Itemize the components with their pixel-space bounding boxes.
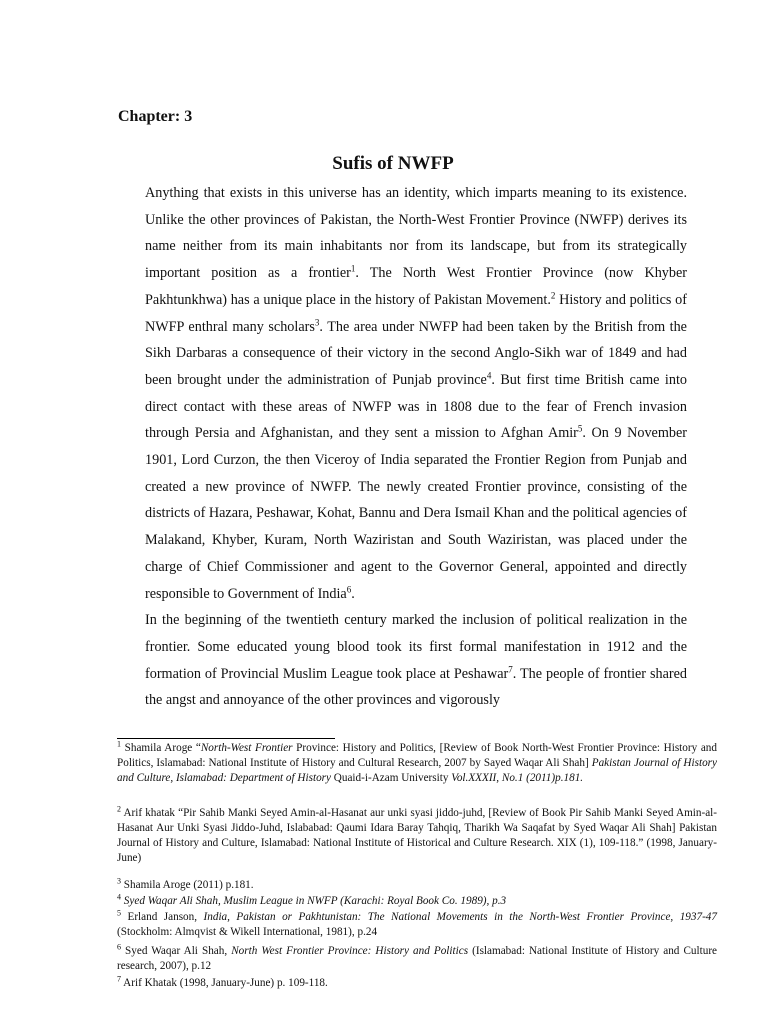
footnote-ref-3[interactable]: 3 — [314, 316, 320, 327]
footnote-ref-1[interactable]: 1 — [350, 263, 356, 274]
footnote-mark: 4 — [117, 892, 121, 902]
footnote-mark: 3 — [117, 876, 121, 886]
footnote-1: $^1$ Shamila Aroge “North-West Frontier Province: History and Politics, [Review of Book North-West Frontier Province: History and Politics, Islamabad: National Institute of History and Cultural Research, 2007 by Sayed Waqar Ali Shah] Pakistan Journal of History and Culture, Islamabad: Department of History Quaid-i-Azam University Vol.XXXII, No.1 (2011)p.181. — [117, 739, 717, 784]
paragraph-2: In the beginning of the twentieth century marked the inclusion of political realization in the frontier. Some educated young blood took its first formal manifestation in 1912 and the formation of Provincial Muslim League took place at Peshawar$^7$. The people of frontier shared the angst and annoyance of the other provinces and vigorously — [145, 612, 687, 709]
footnote-3: $^3$ Shamila Aroge (2011) p.181. — [117, 876, 254, 891]
footnote-2: $^2$ Arif khatak “Pir Sahib Manki Seyed Amin-al-Hasanat aur unki syasi jiddo-juhd, [Review of Book Pir Sahib Manki Seyed Amin-al-Hasanat Aur Unki Syasi Jiddo-Juhd, Islababad: Qaumi Idara Baray Tahqiq, Tharikh Wa Saqafat by Syed Waqar Ali Shah] Pakistan Journal of History and Culture, Islamabad: National Institute of Historical and Culture Research. XIX (1), 109-118.” (1998, January-June) — [117, 804, 717, 864]
footnote-ref-6[interactable]: 6 — [346, 583, 352, 594]
footnote-ref-2[interactable]: 2 — [550, 290, 556, 301]
footnote-mark: 1 — [117, 739, 121, 749]
footnote-ref-4[interactable]: 4 — [486, 370, 492, 381]
footnote-7: $^7$ Arif Khatak (1998, January-June) p. 109-118. — [117, 974, 328, 989]
paragraph-1: Anything that exists in this universe has an identity, which imparts meaning to its existence. Unlike the other provinces of Pakistan, the North-West Frontier Province (NWFP) derives its name neither from its main inhabitants nor from its landscape, but from its strategically important position as a frontier$^1$. The North West Frontier Province (now Khyber Pakhtunkhwa) has a unique place in the history of Pakistan Movement.$^2$ History and politics of NWFP enthral many scholars$^3$. The area under NWFP had been taken by the British from the Sikh Darbaras a consequence of their victory in the second Anglo-Sikh war of 1849 and had been brought under the administration of Punjab province$^4$. But first time British came into direct contact with these areas of NWFP was in 1808 due to the fear of French invasion through Persia and Afghanistan, and they sent a mission to Afghan Amir$^5$. On 9 November 1901, Lord Curzon, the then Viceroy of India separated the Frontier Region from Punjab and created a new province of NWFP. The newly created Frontier province, consisting of the districts of Hazara, Peshawar, Kohat, Bannu and Dera Ismail Khan and the political agencies of Malakand, Khyber, Kuram, North Waziristan and South Waziristan, was placed under the charge of Chief Commissioner and agent to the Governor General, appointed and directly responsible to Government of India$^6$. — [145, 185, 687, 602]
chapter-heading: Chapter: 3 — [118, 108, 193, 125]
page-title: Sufis of NWFP — [332, 153, 454, 174]
footnote-mark: 7 — [117, 974, 121, 984]
body-text — [145, 180, 687, 714]
footnote-separator — [117, 738, 335, 739]
footnote-mark: 2 — [117, 804, 121, 814]
footnote-ref-5[interactable]: 5 — [577, 423, 583, 434]
footnote-6: $^6$ Syed Waqar Ali Shah, North West Frontier Province: History and Politics (Islamabad: National Institute of History and Culture research, 2007), p.12 — [117, 942, 718, 972]
footnote-mark: 6 — [117, 942, 121, 952]
footnote-4: $^4$ Syed Waqar Ali Shah, Muslim League in NWFP (Karachi: Royal Book Co. 1989), p.3 — [117, 892, 507, 907]
footnote-ref-7[interactable]: 7 — [508, 663, 513, 674]
footnote-5: $^5$ Erland Janson, India, Pakistan or Pakhtunistan: The National Movements in the North-West Frontier Province, 1937-47 (Stockholm: Almqvist & Wikell International, 1981), p.24 — [117, 908, 717, 938]
footnote-mark: 5 — [117, 908, 121, 918]
